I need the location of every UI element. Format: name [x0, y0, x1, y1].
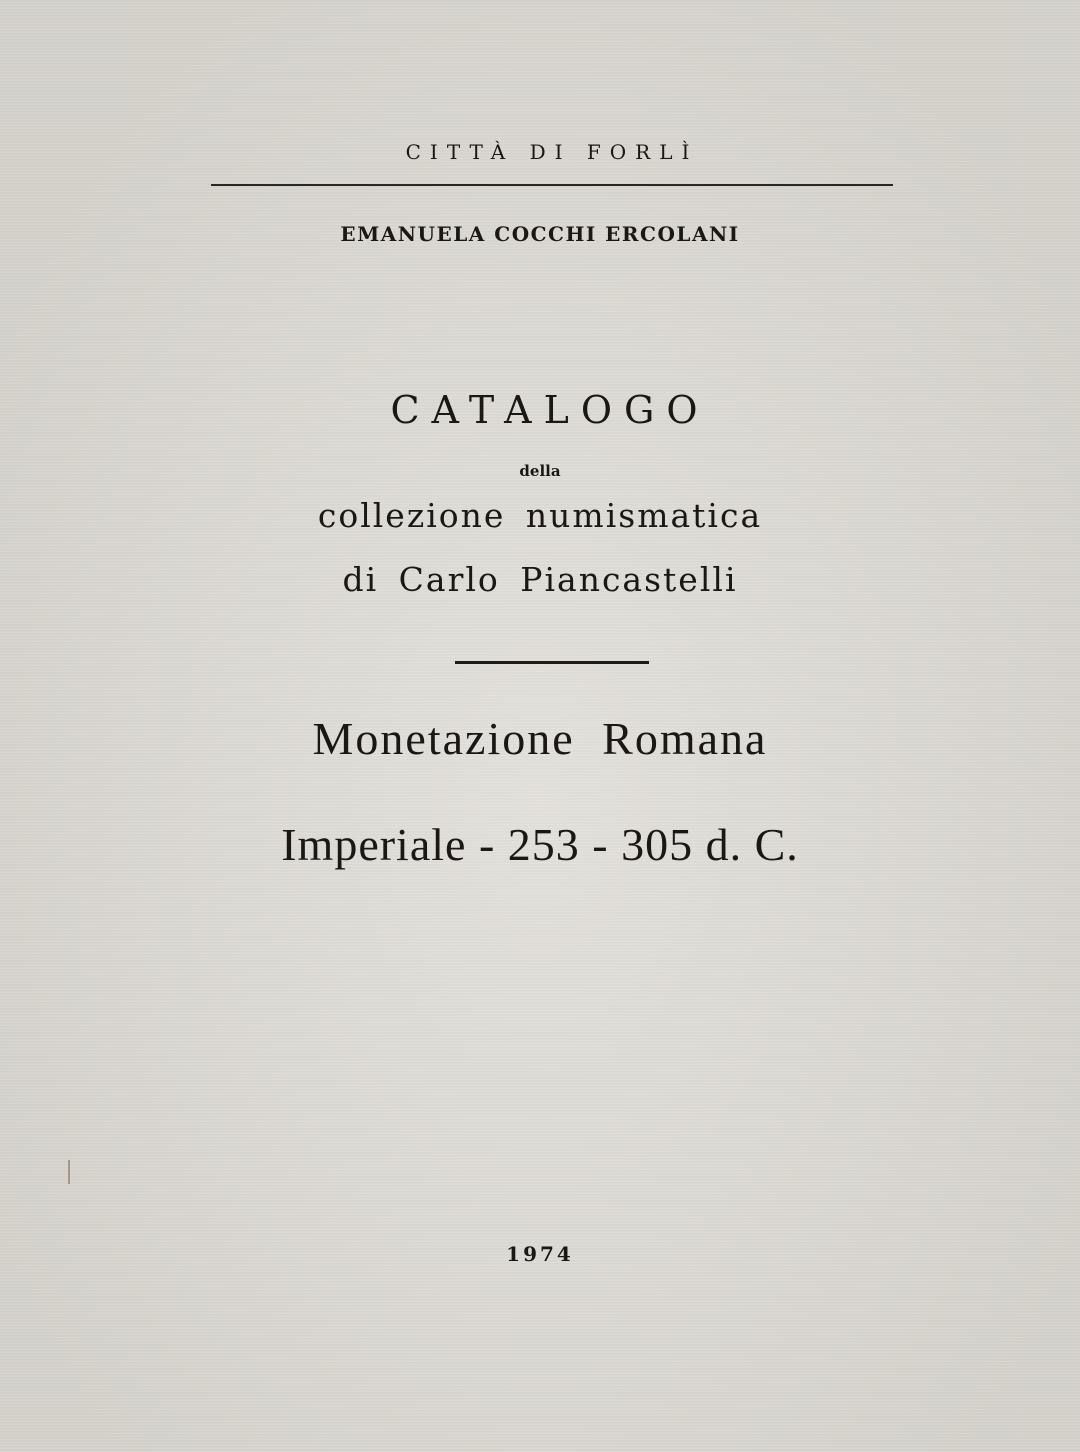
- subtitle-line-1: Monetazione Romana: [312, 713, 768, 764]
- subtitle-line-2: Imperiale - 253 - 305 d. C.: [281, 819, 799, 870]
- title-line-collector: di Carlo Piancastelli: [342, 560, 738, 599]
- publication-year: 1974: [506, 1242, 574, 1266]
- top-divider: [211, 184, 893, 186]
- title-line-collection: collezione numismatica: [317, 496, 763, 535]
- middle-divider: [455, 661, 649, 664]
- author-name: EMANUELA COCCHI ERCOLANI: [340, 222, 740, 246]
- publisher-city: CITTÀ DI FORLÌ: [405, 140, 699, 164]
- title-main: CATALOGO: [390, 388, 710, 432]
- paper-speck: [68, 1160, 70, 1184]
- title-connector: della: [519, 462, 561, 480]
